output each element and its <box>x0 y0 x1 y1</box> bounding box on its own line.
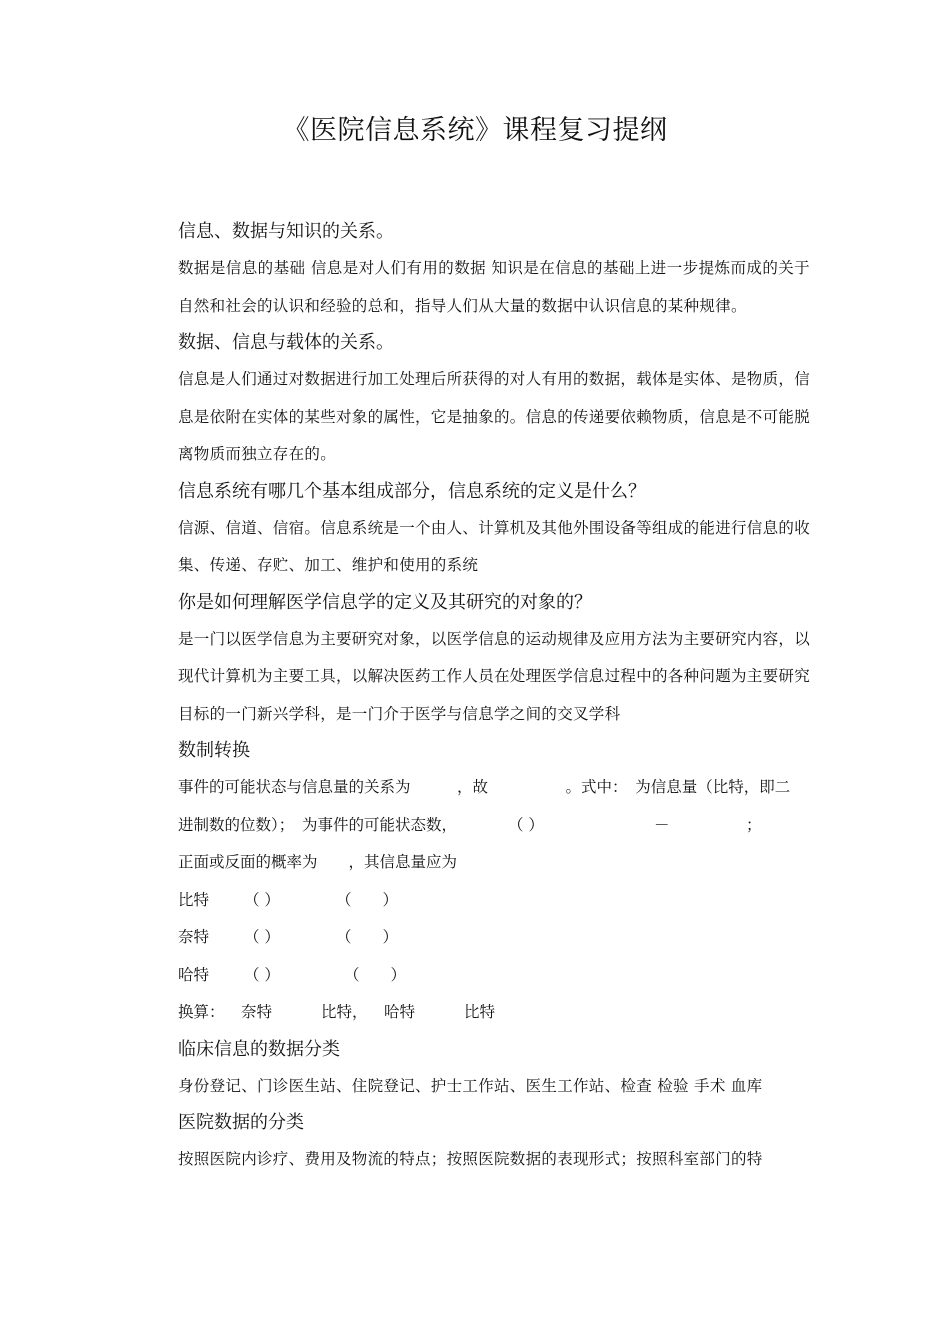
conversion-line-3: 正面或反面的概率为 ，其信息量应为 <box>178 853 458 871</box>
section-info-system <box>178 474 810 585</box>
section-clinical-data <box>178 1032 810 1106</box>
exchange-row: 换算： 奈特 比特， 哈特 比特 <box>178 1003 496 1021</box>
page-title: 《医院信息系统》课程复习提纲 <box>282 115 668 146</box>
document-body <box>178 214 810 1179</box>
section-hospital-data <box>178 1105 810 1179</box>
section-body: 数据是信息的基础 信息是对人们有用的数据 知识是在信息的基础上进一步提炼而成的关于自然和社会的认识和经验的总和，指导人们从大量的数据中认识信息的某种规律。 <box>178 259 810 315</box>
section-number-conversion <box>178 733 810 1032</box>
section-heading: 信息系统有哪几个基本组成部分，信息系统的定义是什么？ <box>178 480 646 502</box>
section-body: 按照医院内诊疗、费用及物流的特点；按照医院数据的表现形式；按照科室部门的特 <box>178 1150 763 1168</box>
section-body: 信源、信道、信宿。信息系统是一个由人、计算机及其他外围设备等组成的能进行信息的收集、传递、存贮、加工、维护和使用的系统 <box>178 518 811 574</box>
unit-row-hart: 哈特 （ ） （ ） <box>178 965 407 984</box>
section-body: 是一门以医学信息为主要研究对象，以医学信息的运动规律及应用方法为主要研究内容，以现代计算机为主要工具，以解决医药工作人员在处理医学信息过程中的各种问题为主要研究目标的一门新兴学科，是一门介于医学与信息学之间的交叉学科 <box>178 629 811 723</box>
section-medical-informatics <box>178 585 810 734</box>
section-body: 身份登记、门诊医生站、住院登记、护士工作站、医生工作站、检查 检验 手术 血库 <box>178 1076 763 1095</box>
section-heading: 医院数据的分类 <box>178 1112 304 1133</box>
section-info-data-knowledge <box>178 214 810 325</box>
unit-row-bit: 比特 （ ） （ ） <box>178 890 399 909</box>
conversion-line-1: 事件的可能状态与信息量的关系为 ，故 。式中： 为信息量（比特，即二 <box>178 778 791 796</box>
section-heading: 数据、信息与载体的关系。 <box>178 332 394 353</box>
conversion-line-2: 进制数的位数）； 为事件的可能状态数， （ ） － ； <box>178 815 762 834</box>
section-data-info-carrier <box>178 325 810 474</box>
section-heading: 你是如何理解医学信息学的定义及其研究的对象的？ <box>178 591 592 613</box>
section-heading: 信息、数据与知识的关系。 <box>178 221 394 242</box>
section-body: 信息是人们通过对数据进行加工处理后所获得的对人有用的数据，载体是实体、是物质，信息是依附在实体的某些对象的属性，它是抽象的。信息的传递要依赖物质，信息是不可能脱离物质而独立存在的。 <box>178 370 811 463</box>
unit-row-nat: 奈特 （ ） （ ） <box>178 928 399 946</box>
section-heading: 数制转换 <box>178 740 250 761</box>
section-heading: 临床信息的数据分类 <box>178 1038 340 1060</box>
